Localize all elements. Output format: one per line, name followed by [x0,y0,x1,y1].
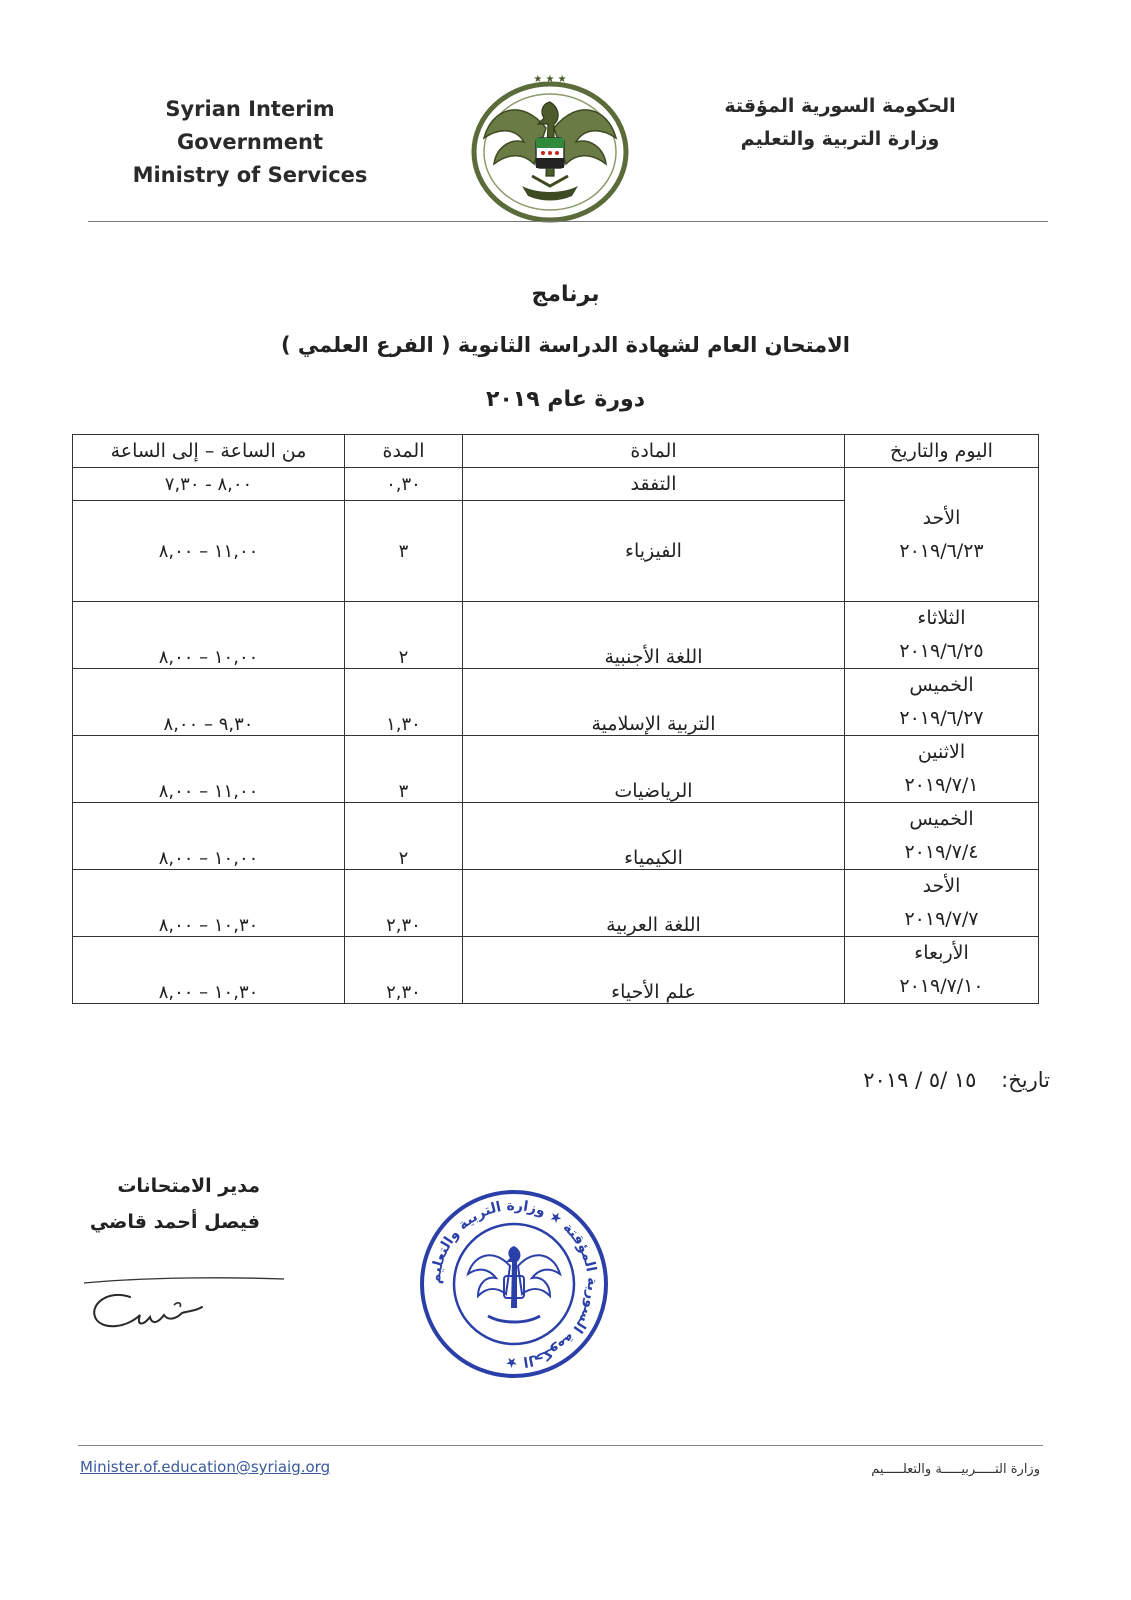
time-cell: ٩,٣٠ – ٨,٠٠ [73,669,345,736]
issue-date-value: ١٥ /٥ / ٢٠١٩ [863,1068,977,1092]
session-title: دورة عام ٢٠١٩ [485,387,646,412]
ministry-name-en: Ministry of Services [132,163,368,187]
government-name-en: Syrian Interim Government [165,97,335,154]
day-name: الخميس [909,674,974,696]
signatory-title: مدير الامتحانات [117,1175,260,1197]
day-name: الأحد [922,506,961,529]
day-cell [845,937,1039,1004]
table-row [73,803,1039,870]
time-cell: ١٠,٣٠ – ٨,٠٠ [73,870,345,937]
government-emblem [462,68,638,224]
day-cell [845,669,1039,736]
day-cell [845,468,1039,602]
day-cell [845,803,1039,870]
handwritten-signature [78,1275,288,1355]
time-cell: ١٠,٣٠ – ٨,٠٠ [73,937,345,1004]
day-date: ٢٠١٩/٧/١٠ [899,975,984,997]
subject-cell: اللغة العربية [463,870,845,937]
day-cell [845,736,1039,803]
time-cell: ١١,٠٠ – ٨,٠٠ [73,736,345,803]
signatory-block [70,1168,260,1240]
footer-ministry: وزارة التـــــربيـــــة والتعلـــــيم [871,1462,1040,1477]
day-date: ٢٠١٩/٦/٢٣ [899,539,984,562]
duration-cell: ٠,٣٠ [345,468,463,501]
signatory-name: فيصل أحمد قاضي [89,1211,260,1233]
header-english [100,93,400,192]
header-subject: المادة [463,435,845,468]
header-day-date: اليوم والتاريخ [845,435,1039,468]
footer-email-link[interactable]: Minister.of.education@syriaig.org [80,1458,331,1476]
day-date: ٢٠١٩/٦/٢٧ [899,707,984,729]
government-name-ar: الحكومة السورية المؤقتة [724,95,956,117]
time-cell: ١٠,٠٠ – ٨,٠٠ [73,602,345,669]
subject-cell: الفيزياء [463,501,845,602]
duration-cell: ١,٣٠ [345,669,463,736]
day-name: الاثنين [917,741,966,763]
header-arabic [720,90,960,156]
subject-cell: التفقد [463,468,845,501]
time-cell: ٨,٠٠ - ٧,٣٠ [73,468,345,501]
table-row [73,669,1039,736]
duration-cell: ٣ [345,736,463,803]
issue-date [740,1068,1050,1092]
day-name: الخميس [909,808,974,830]
day-date: ٢٠١٩/٧/٧ [904,908,979,930]
header-divider [88,221,1048,222]
duration-cell: ٣ [345,501,463,602]
exam-schedule-table [72,434,1039,1004]
day-cell [845,602,1039,669]
stamp-ring-text: الحكومة السورية المؤقتة ★ وزارة التربية والتعليم ★ [427,1197,601,1371]
time-cell: ١١,٠٠ – ٨,٠٠ [73,501,345,602]
duration-cell: ٢,٣٠ [345,870,463,937]
duration-cell: ٢,٣٠ [345,937,463,1004]
time-cell: ١٠,٠٠ – ٨,٠٠ [73,803,345,870]
emblem-stars: ★ ★ ★ [533,74,567,85]
footer-divider [78,1445,1043,1446]
day-date: ٢٠١٩/٧/٤ [904,841,979,863]
program-title: برنامج [531,282,600,307]
duration-cell: ٢ [345,602,463,669]
table-row [73,468,1039,501]
exam-title: الامتحان العام لشهادة الدراسة الثانوية ( الفرع العلمي ) [281,333,850,357]
subject-cell: الكيمياء [463,803,845,870]
official-stamp [418,1188,610,1380]
table-header-row [73,435,1039,468]
day-name: الثلاثاء [917,607,966,629]
header-duration: المدة [345,435,463,468]
duration-cell: ٢ [345,803,463,870]
day-cell [845,870,1039,937]
day-name: الأحد [922,875,961,897]
subject-cell: الرياضيات [463,736,845,803]
ministry-name-ar: وزارة التربية والتعليم [740,128,940,150]
table-row [73,870,1039,937]
day-date: ٢٠١٩/٦/٢٥ [899,640,984,662]
subject-cell: التربية الإسلامية [463,669,845,736]
day-date: ٢٠١٩/٧/١ [904,774,979,796]
issue-date-label: تاريخ: [1001,1068,1050,1092]
table-row [73,937,1039,1004]
day-name: الأربعاء [914,942,969,964]
subject-cell: اللغة الأجنبية [463,602,845,669]
subject-cell: علم الأحياء [463,937,845,1004]
header-time: من الساعة – إلى الساعة [73,435,345,468]
table-row [73,602,1039,669]
table-row [73,736,1039,803]
